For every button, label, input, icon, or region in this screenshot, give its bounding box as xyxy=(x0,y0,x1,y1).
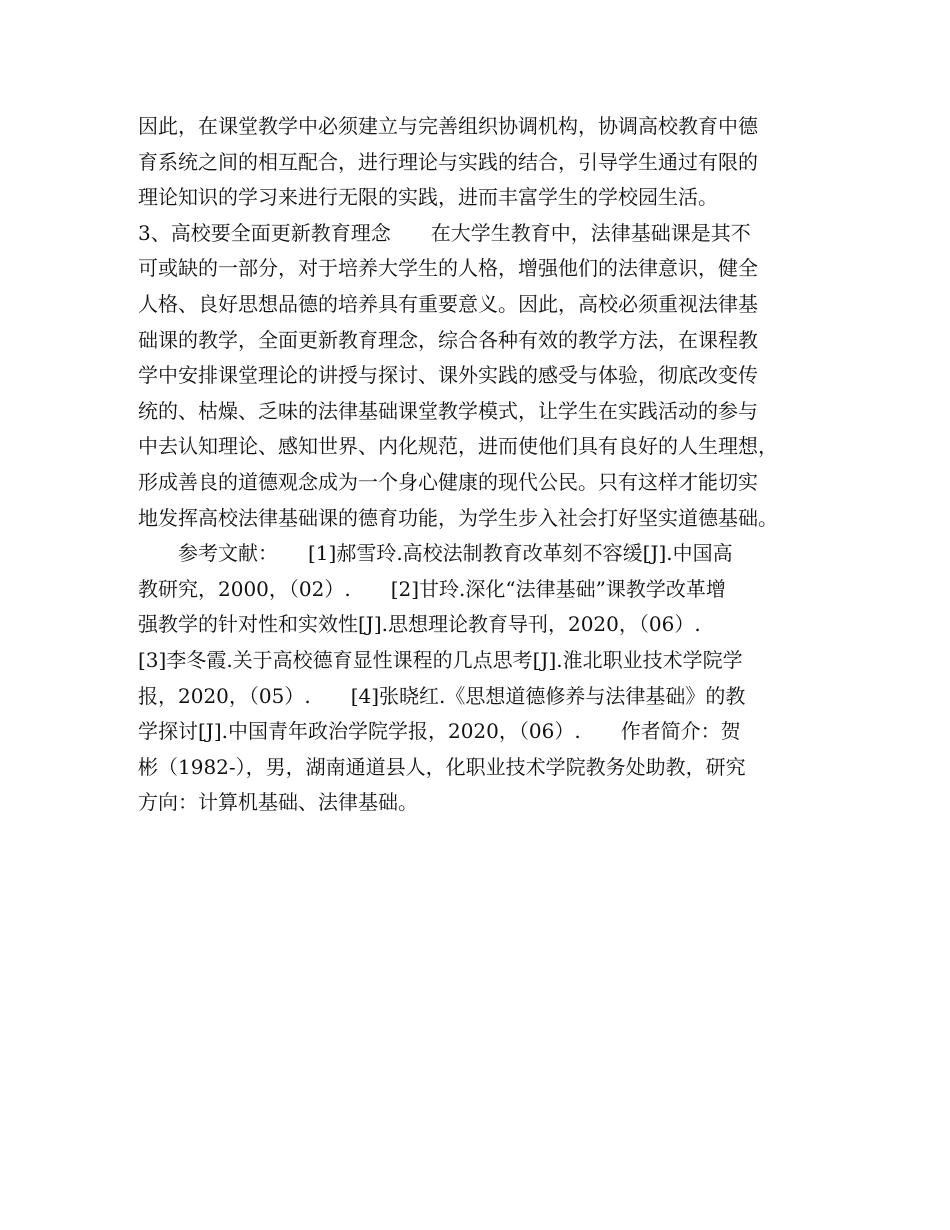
section-heading-line: 3、高校要全面更新教育理念 在大学生教育中，法律基础课是其不 xyxy=(138,220,751,245)
text-line: 可或缺的一部分，对于培养大学生的人格，增强他们的法律意识，健全 xyxy=(138,256,758,281)
text-line: 中去认知理论、感知世界、内化规范，进而使他们具有良好的人生理想， xyxy=(138,434,778,459)
references-line: 参考文献： [1]郝雪玲.高校法制教育改革刻不容缓[J].中国高 xyxy=(138,541,733,566)
author-info-line: 彬（1982-），男，湖南通道县人，化职业技术学院教务处助教，研究 xyxy=(138,754,746,779)
references-line: 报，2020，（05）. [4]张晓红.《思想道德修养与法律基础》的教 xyxy=(138,683,746,708)
text-line: 统的、枯燥、乏味的法律基础课堂教学模式，让学生在实践活动的参与 xyxy=(138,398,758,423)
text-line: 形成善良的道德观念成为一个身心健康的现代公民。只有这样才能切实 xyxy=(138,469,758,494)
author-info-line: 学探讨[J].中国青年政治学院学报，2020，（06）. 作者简介：贺 xyxy=(138,719,741,744)
text-line: 理论知识的学习来进行无限的实践，进而丰富学生的学校园生活。 xyxy=(138,185,718,210)
author-info-line: 方向：计算机基础、法律基础。 xyxy=(138,790,418,815)
body-text xyxy=(138,109,828,821)
references-line: 教研究，2000，（02）. [2]甘玲.深化“法律基础”课教学改革增 xyxy=(138,576,726,601)
references-line: 强教学的针对性和实效性[J].思想理论教育导刊，2020，（06）. xyxy=(138,612,701,637)
text-line: 学中安排课堂理论的讲授与探讨、课外实践的感受与体验，彻底改变传 xyxy=(138,363,758,388)
text-line: 人格、良好思想品德的培养具有重要意义。因此，高校必须重视法律基 xyxy=(138,291,758,316)
text-line: 础课的教学，全面更新教育理念，综合各种有效的教学方法，在课程教 xyxy=(138,327,758,352)
text-line: 因此，在课堂教学中必须建立与完善组织协调机构，协调高校教育中德 xyxy=(138,114,758,138)
text-line: 地发挥高校法律基础课的德育功能，为学生步入社会打好坚实道德基础。 xyxy=(138,505,778,530)
references-line: [3]李冬霞.关于高校德育显性课程的几点思考[J].淮北职业技术学院学 xyxy=(138,647,743,672)
text-line: 育系统之间的相互配合，进行理论与实践的结合，引导学生通过有限的 xyxy=(138,149,758,174)
